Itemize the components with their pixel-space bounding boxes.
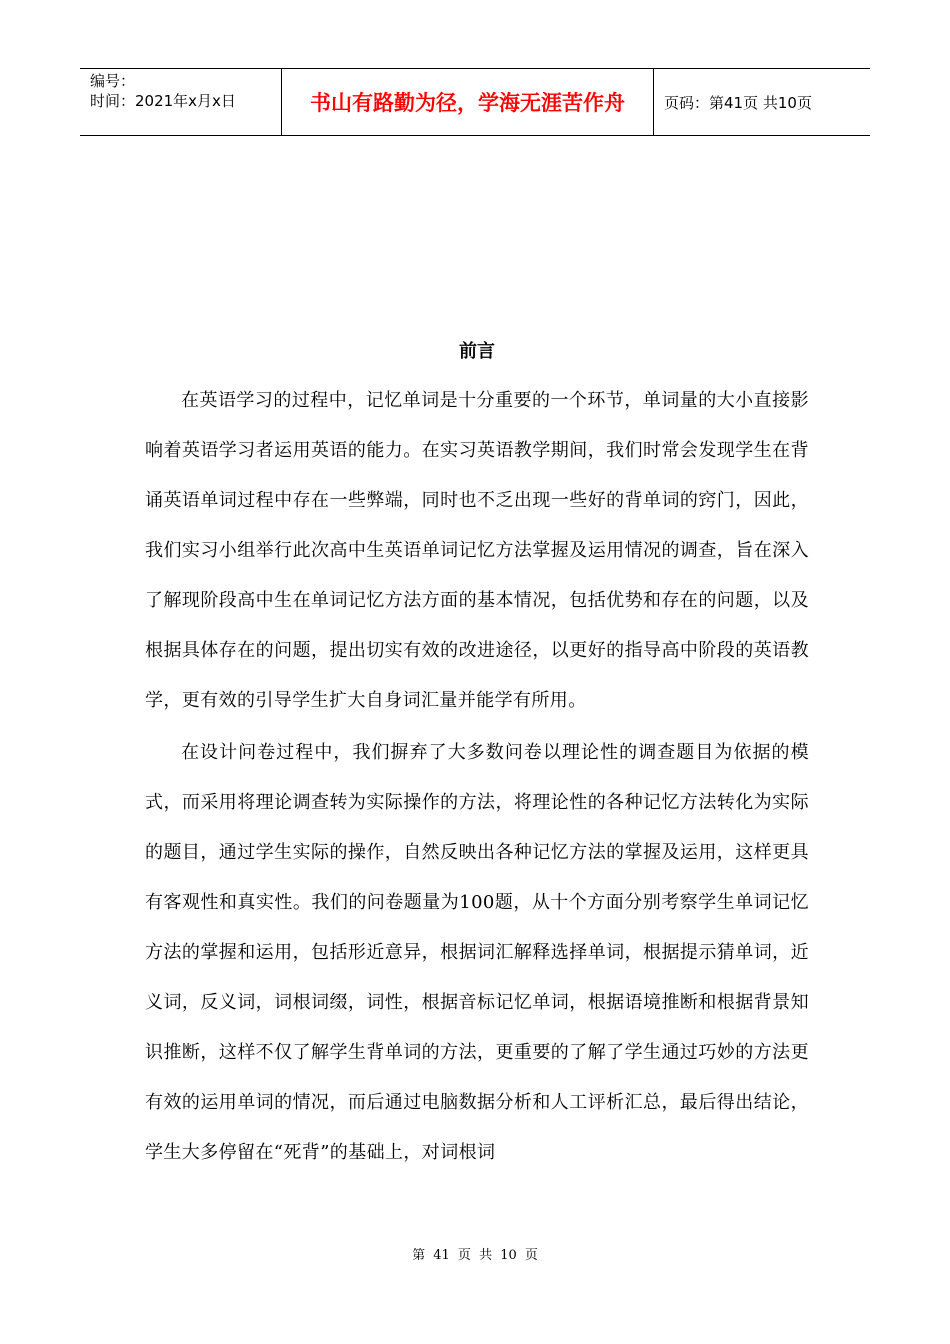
page-footer: 第 41 页 共 10 页 — [412, 1248, 538, 1263]
document-body — [145, 334, 809, 1180]
header-page-code: 页码：第41页 共10页 — [664, 93, 812, 112]
document-title: 前言 — [459, 341, 495, 362]
header-motto-cell — [281, 69, 654, 135]
paragraph: 在设计问卷过程中，我们摒弃了大多数问卷以理论性的调查题目为依据的模式，而采用将理论调查转为实际操作的方法，将理论性的各种记忆方法转化为实际的题目，通过学生实际的操作，自然反映出各种记忆方法的掌握及运用，这样更具有客观性和真实性。我们的问卷题量为100题，从十个方面分别考察学生单词记忆方法的掌握和运用，包括形近意异，根据词汇解释选择单词，根据提示猜单词，近义词，反义词，词根词缀，词性，根据音标记忆单词，根据语境推断和根据背景知识推断，这样不仅了解学生背单词的方法，更重要的了解了学生通过巧妙的方法更有效的运用单词的情况，而后通过电脑数据分析和人工评析汇总，最后得出结论，学生大多停留在“死背”的基础上，对词根词 — [145, 742, 809, 1163]
number-label: 编号： — [90, 72, 136, 90]
header-page-code-cell — [654, 69, 870, 135]
header-meta — [80, 69, 281, 135]
time-label: 时间：2021年x月x日 — [90, 92, 236, 110]
page-header — [80, 68, 870, 136]
paragraph: 在英语学习的过程中，记忆单词是十分重要的一个环节，单词量的大小直接影响着英语学习者运用英语的能力。在实习英语教学期间，我们时常会发现学生在背诵英语单词过程中存在一些弊端，同时也不乏出现一些好的背单词的窍门，因此，我们实习小组举行此次高中生英语单词记忆方法掌握及运用情况的调查，旨在深入了解现阶段高中生在单词记忆方法方面的基本情况，包括优势和存在的问题，以及根据具体存在的问题，提出切实有效的改进途径，以更好的指导高中阶段的英语教学，更有效的引导学生扩大自身词汇量并能学有所用。 — [145, 390, 809, 711]
header-motto: 书山有路勤为径，学海无涯苦作舟 — [310, 91, 625, 115]
